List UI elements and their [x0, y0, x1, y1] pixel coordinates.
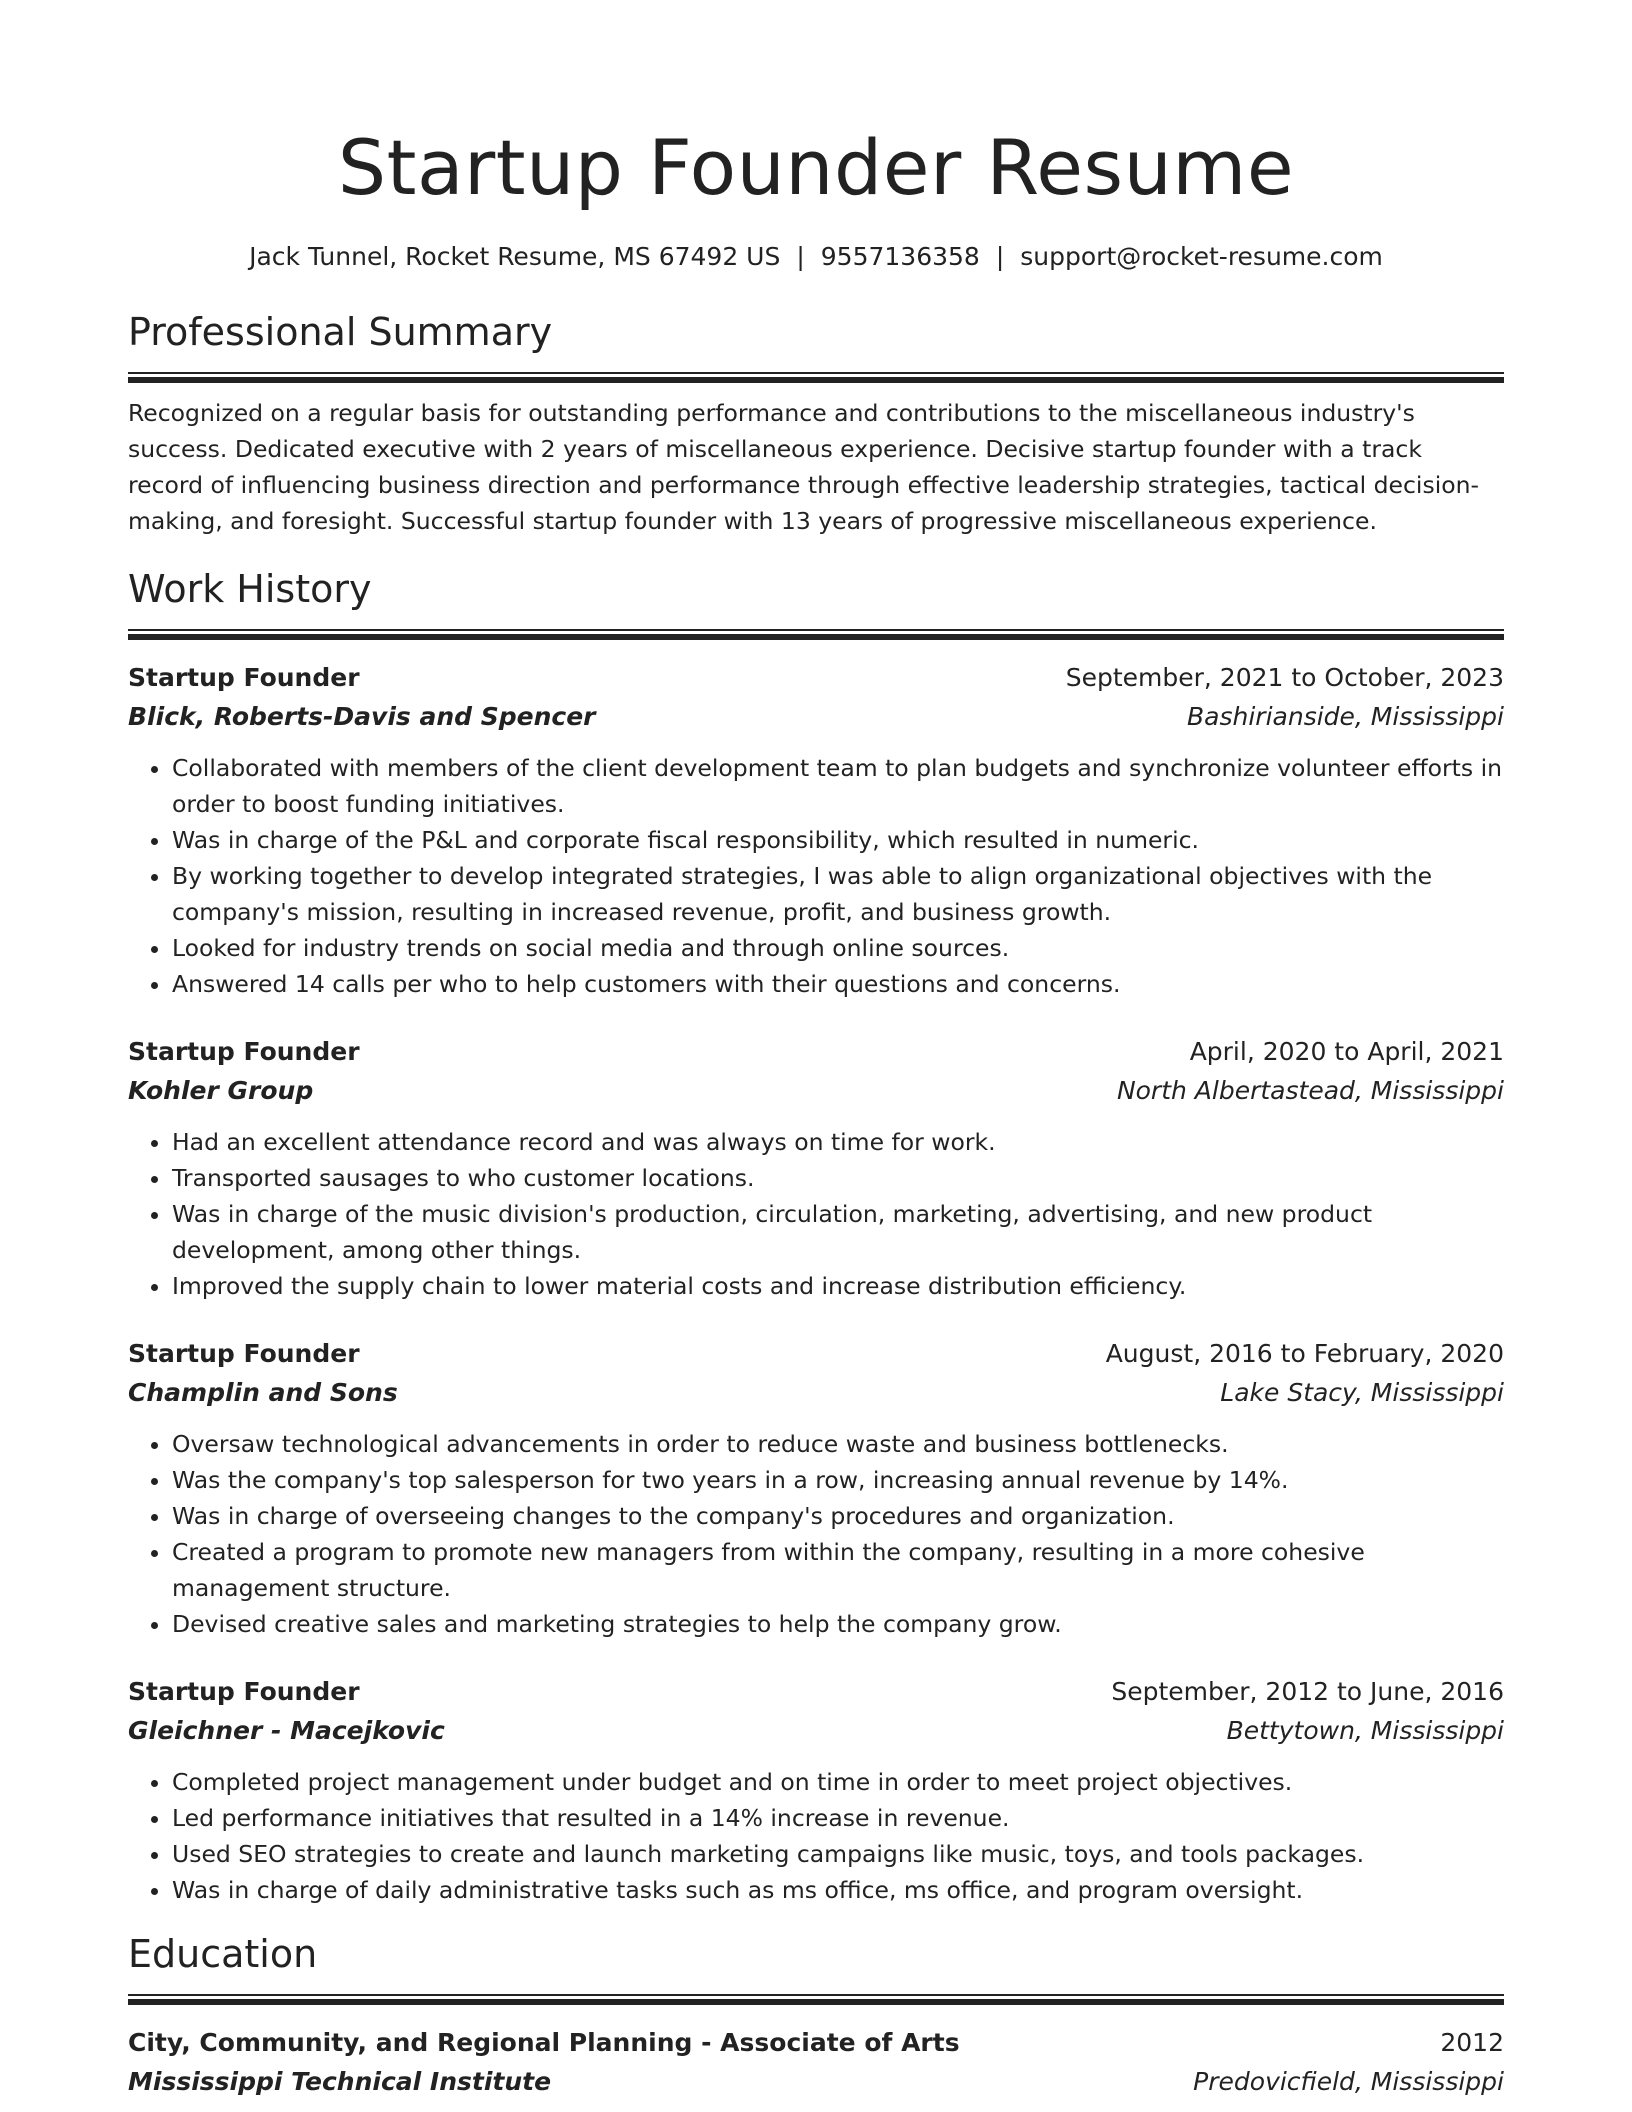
company-name: Gleichner - Macejkovic — [128, 1716, 445, 1745]
job-bullets — [128, 750, 1504, 1002]
bullet-item: • Was in charge of overseeing changes to the company's procedures and organization. — [172, 1498, 1504, 1534]
section-heading: Education — [128, 1932, 318, 1976]
resume-page — [128, 0, 1504, 2101]
bullet-item: • Had an excellent attendance record and was always on time for work. — [172, 1124, 1504, 1160]
bullet-item: • Devised creative sales and marketing strategies to help the company grow. — [172, 1606, 1504, 1642]
bullet-item: • Was in charge of the music division's production, circulation, marketing, advertising, and new product development, among other things. — [172, 1196, 1504, 1268]
bullet-item: • Completed project management under budget and on time in order to meet project objectives. — [172, 1764, 1504, 1800]
education-section — [128, 1930, 1504, 2101]
degree-name: City, Community, and Regional Planning - Associate of Arts — [128, 2028, 960, 2057]
bullet-item: • Was in charge of the P&L and corporate fiscal responsibility, which resulted in numeric. — [172, 822, 1504, 858]
company-name: Champlin and Sons — [128, 1378, 398, 1407]
job-entry — [128, 1334, 1504, 1642]
job-location: Lake Stacy, Mississippi — [1220, 1378, 1504, 1407]
company-name: Blick, Roberts-Davis and Spencer — [128, 702, 596, 731]
contact-line — [128, 240, 1504, 274]
bullet-item: • By working together to develop integrated strategies, I was able to align organizational objectives with the company's mission, resulting in increased revenue, profit, and business growth. — [172, 858, 1504, 930]
resume-title: Startup Founder Resume — [337, 123, 1295, 212]
job-location: Bashirianside, Mississippi — [1187, 702, 1504, 731]
job-bullets — [128, 1764, 1504, 1908]
bullet-item: • Created a program to promote new managers from within the company, resulting in a more cohesive management structure. — [172, 1534, 1504, 1606]
job-title: Startup Founder — [128, 1677, 360, 1706]
contact-email: support@rocket-resume.com — [1020, 242, 1383, 271]
section-divider — [128, 372, 1504, 383]
section-divider — [128, 629, 1504, 640]
job-location: Bettytown, Mississippi — [1226, 1716, 1504, 1745]
job-title: Startup Founder — [128, 663, 360, 692]
contact-phone: 9557136358 — [820, 242, 980, 271]
job-entry — [128, 1672, 1504, 1908]
bullet-item: • Was in charge of daily administrative tasks such as ms office, ms office, and program oversight. — [172, 1872, 1504, 1908]
contact-separator: | — [995, 242, 1005, 271]
job-dates: September, 2012 to June, 2016 — [1111, 1677, 1504, 1706]
bullet-item: • Transported sausages to who customer locations. — [172, 1160, 1504, 1196]
job-entry — [128, 658, 1504, 1002]
job-bullets — [128, 1124, 1504, 1304]
bullet-item: • Led performance initiatives that resulted in a 14% increase in revenue. — [172, 1800, 1504, 1836]
bullet-item: • Collaborated with members of the client development team to plan budgets and synchronize volunteer efforts in order to boost funding initiatives. — [172, 750, 1504, 822]
job-entry — [128, 1032, 1504, 1304]
school-name: Mississippi Technical Institute — [128, 2067, 552, 2096]
section-heading: Work History — [128, 567, 372, 611]
job-title: Startup Founder — [128, 1339, 360, 1368]
bullet-item: • Was the company's top salesperson for two years in a row, increasing annual revenue by 14%. — [172, 1462, 1504, 1498]
contact-separator: | — [796, 242, 805, 271]
work-history-section — [128, 565, 1504, 1908]
section-heading: Professional Summary — [128, 310, 553, 354]
section-divider — [128, 1994, 1504, 2005]
bullet-item: • Looked for industry trends on social media and through online sources. — [172, 930, 1504, 966]
education-entry — [128, 2023, 1504, 2101]
contact-address: Jack Tunnel, Rocket Resume, MS 67492 US — [249, 242, 781, 271]
graduation-year: 2012 — [1440, 2028, 1504, 2057]
bullet-item: • Oversaw technological advancements in order to reduce waste and business bottlenecks. — [172, 1426, 1504, 1462]
bullet-item: • Used SEO strategies to create and launch marketing campaigns like music, toys, and tools packages. — [172, 1836, 1504, 1872]
job-dates: August, 2016 to February, 2020 — [1105, 1339, 1504, 1368]
summary-text: Recognized on a regular basis for outstanding performance and contributions to the miscellaneous industry's success. Dedicated executive with 2 years of miscellaneous experience. Decisive startup founder with a track record of influencing business direction and performance through effective leadership strategies, tactical decision-making, and foresight. Successful startup founder with 13 years of progressive miscellaneous experience. — [128, 399, 1479, 535]
bullet-item: • Answered 14 calls per who to help customers with their questions and concerns. — [172, 966, 1504, 1002]
bullet-item: • Improved the supply chain to lower material costs and increase distribution efficiency. — [172, 1268, 1504, 1304]
professional-summary-section — [128, 308, 1504, 539]
job-bullets — [128, 1426, 1504, 1642]
job-dates: September, 2021 to October, 2023 — [1065, 663, 1504, 692]
job-location: North Albertastead, Mississippi — [1116, 1076, 1504, 1105]
job-title: Startup Founder — [128, 1037, 360, 1066]
company-name: Kohler Group — [128, 1076, 314, 1105]
school-location: Predovicfield, Mississippi — [1193, 2067, 1504, 2096]
job-dates: April, 2020 to April, 2021 — [1189, 1037, 1504, 1066]
